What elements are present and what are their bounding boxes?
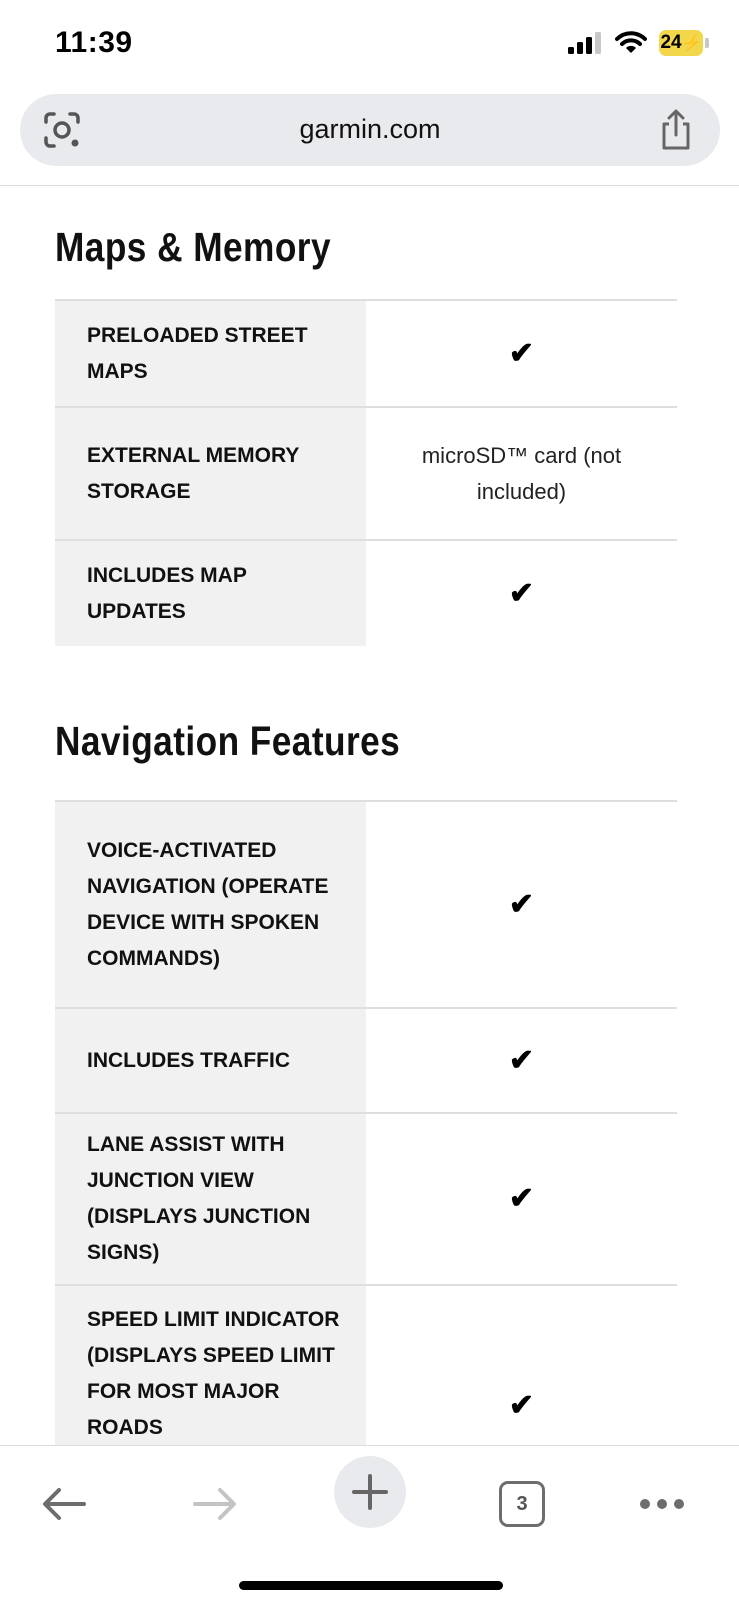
battery-level: 24 [660, 32, 682, 53]
spec-value [366, 1009, 677, 1112]
table-row [55, 541, 677, 646]
table-row [55, 301, 677, 408]
table-row [55, 1114, 677, 1286]
battery-icon: 24 ⚡ [659, 30, 709, 56]
forward-button[interactable] [185, 1474, 245, 1534]
wifi-icon [615, 31, 647, 55]
spec-label: VOICE-ACTIVATED NAVIGATION (OPERATE DEVICE WITH SPOKEN COMMANDS) [55, 802, 366, 1007]
url-text[interactable]: garmin.com [299, 114, 441, 144]
status-time: 11:39 [55, 26, 133, 59]
table-row [55, 408, 677, 541]
home-indicator [239, 1581, 503, 1590]
spec-value [366, 802, 677, 1007]
table-row [55, 802, 677, 1009]
arrow-right-icon [191, 1486, 239, 1522]
spec-label: PRELOADED STREET MAPS [55, 301, 366, 406]
checkmark-icon: ✔ [508, 1043, 535, 1077]
bottom-toolbar [0, 1445, 739, 1600]
tabs-icon [499, 1481, 545, 1527]
spec-value [366, 1114, 677, 1284]
spec-table-navigation-features [55, 800, 677, 1445]
cellular-signal-icon [567, 31, 603, 55]
page-content[interactable] [0, 186, 739, 1445]
plus-icon [351, 1473, 389, 1511]
spec-table-maps-memory [55, 299, 677, 646]
new-tab-button[interactable] [334, 1456, 406, 1528]
checkmark-icon: ✔ [508, 1389, 535, 1422]
table-row [55, 1009, 677, 1114]
back-button[interactable] [34, 1474, 94, 1534]
more-icon [638, 1497, 686, 1511]
spec-value: microSD™ card (not included) [421, 442, 622, 504]
section-title-navigation-features: Navigation Features [55, 718, 401, 764]
table-row [55, 1286, 677, 1445]
tabs-button[interactable] [492, 1474, 552, 1534]
checkmark-icon: ✔ [508, 576, 535, 610]
arrow-left-icon [40, 1486, 88, 1522]
checkmark-icon: ✔ [508, 887, 535, 921]
status-icons [567, 30, 709, 56]
spec-value [366, 541, 677, 646]
share-icon[interactable] [656, 108, 696, 152]
spec-label: LANE ASSIST WITH JUNCTION VIEW (DISPLAYS JUNCTION SIGNS) [55, 1114, 366, 1284]
spec-label: EXTERNAL MEMORY STORAGE [55, 408, 366, 539]
tab-count: 3 [516, 1492, 528, 1515]
section-title-maps-memory: Maps & Memory [55, 224, 331, 270]
spec-label: INCLUDES MAP UPDATES [55, 541, 366, 646]
checkmark-icon: ✔ [508, 1182, 535, 1215]
checkmark-icon: ✔ [508, 336, 535, 370]
spec-label: INCLUDES TRAFFIC [55, 1009, 366, 1112]
spec-value [366, 1286, 677, 1445]
status-bar [0, 0, 739, 90]
spec-label: SPEED LIMIT INDICATOR (DISPLAYS SPEED LIMIT FOR MOST MAJOR ROADS [55, 1286, 366, 1445]
more-button[interactable] [632, 1474, 692, 1534]
spec-value [366, 301, 677, 406]
address-bar[interactable] [20, 94, 720, 166]
